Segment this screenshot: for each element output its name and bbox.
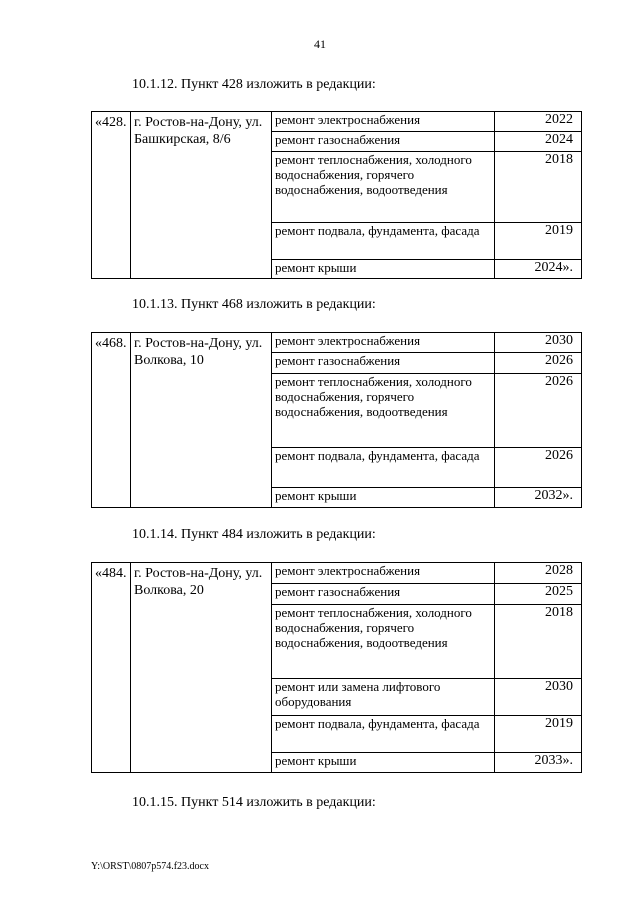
work-cell: ремонт электроснабжения bbox=[272, 112, 495, 132]
item-number: «468. bbox=[92, 333, 131, 508]
work-cell: ремонт подвала, фундамента, фасада bbox=[272, 716, 495, 753]
work-cell: ремонт газоснабжения bbox=[272, 132, 495, 152]
work-cell: ремонт электроснабжения bbox=[272, 563, 495, 584]
year-cell: 2019 bbox=[495, 223, 582, 260]
repair-table bbox=[91, 111, 582, 279]
item-address: г. Ростов-на-Дону, ул. Волкова, 10 bbox=[131, 333, 272, 508]
item-number: «484. bbox=[92, 563, 131, 773]
item-number: «428. bbox=[92, 112, 131, 279]
year-cell: 2026 bbox=[495, 448, 582, 488]
page-number: 41 bbox=[314, 37, 326, 51]
year-cell: 2026 bbox=[495, 374, 582, 448]
work-cell: ремонт или замена лифтового оборудования bbox=[272, 679, 495, 716]
year-cell: 2022 bbox=[495, 112, 582, 132]
year-cell: 2024». bbox=[495, 260, 582, 279]
year-cell: 2030 bbox=[495, 679, 582, 716]
file-path-footer: Y:\ORST\0807p574.f23.docx bbox=[91, 861, 209, 872]
work-cell: ремонт крыши bbox=[272, 488, 495, 508]
section-heading: 10.1.12. Пункт 428 изложить в редакции: bbox=[132, 77, 376, 92]
work-cell: ремонт подвала, фундамента, фасада bbox=[272, 448, 495, 488]
work-cell: ремонт крыши bbox=[272, 753, 495, 773]
work-cell: ремонт газоснабжения bbox=[272, 353, 495, 374]
work-cell: ремонт подвала, фундамента, фасада bbox=[272, 223, 495, 260]
year-cell: 2033». bbox=[495, 753, 582, 773]
section-heading: 10.1.14. Пункт 484 изложить в редакции: bbox=[132, 527, 376, 542]
work-cell: ремонт теплоснабжения, холодного водоснабжения, горячего водоснабжения, водоотведения bbox=[272, 152, 495, 223]
work-cell: ремонт теплоснабжения, холодного водоснабжения, горячего водоснабжения, водоотведения bbox=[272, 374, 495, 448]
year-cell: 2019 bbox=[495, 716, 582, 753]
year-cell: 2030 bbox=[495, 333, 582, 353]
year-cell: 2028 bbox=[495, 563, 582, 584]
repair-table bbox=[91, 332, 582, 508]
work-cell: ремонт газоснабжения bbox=[272, 584, 495, 605]
year-cell: 2018 bbox=[495, 152, 582, 223]
year-cell: 2024 bbox=[495, 132, 582, 152]
year-cell: 2018 bbox=[495, 605, 582, 679]
section-heading: 10.1.13. Пункт 468 изложить в редакции: bbox=[132, 297, 376, 312]
repair-table bbox=[91, 562, 582, 773]
item-address: г. Ростов-на-Дону, ул. Башкирская, 8/6 bbox=[131, 112, 272, 279]
work-cell: ремонт крыши bbox=[272, 260, 495, 279]
year-cell: 2025 bbox=[495, 584, 582, 605]
year-cell: 2032». bbox=[495, 488, 582, 508]
section-heading: 10.1.15. Пункт 514 изложить в редакции: bbox=[132, 795, 376, 810]
item-address: г. Ростов-на-Дону, ул. Волкова, 20 bbox=[131, 563, 272, 773]
work-cell: ремонт теплоснабжения, холодного водоснабжения, горячего водоснабжения, водоотведения bbox=[272, 605, 495, 679]
work-cell: ремонт электроснабжения bbox=[272, 333, 495, 353]
year-cell: 2026 bbox=[495, 353, 582, 374]
